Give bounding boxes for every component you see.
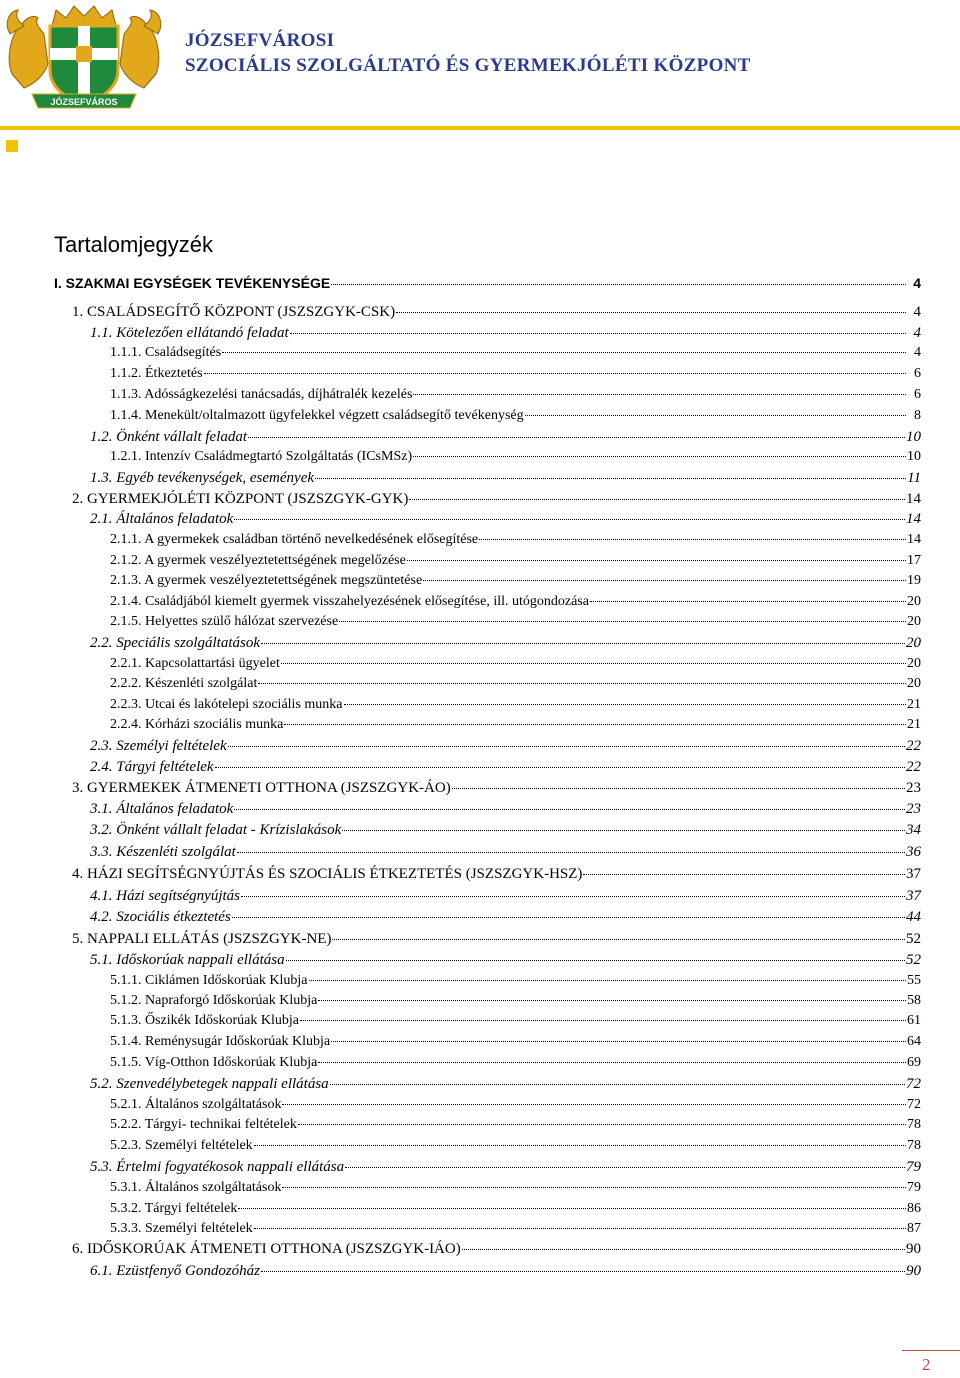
toc-entry-page: 11 — [907, 470, 921, 486]
toc-entry-page: 72 — [906, 1076, 921, 1092]
toc-entry-title: 1.1.1. Családsegítés — [110, 345, 222, 360]
toc-leader-dots — [300, 1020, 906, 1021]
toc-entry[interactable] — [90, 1075, 921, 1093]
toc-entry[interactable] — [90, 428, 921, 446]
toc-entry[interactable] — [72, 303, 921, 321]
toc-entry[interactable] — [90, 469, 921, 487]
toc-entry-page: 36 — [906, 844, 921, 860]
toc-entry-title: 1.1.2. Étkeztetés — [110, 366, 203, 381]
toc-leader-dots — [339, 621, 906, 622]
toc-leader-dots — [396, 312, 906, 313]
toc-entry-page: 6 — [914, 366, 921, 381]
toc-entry-title: 3.2. Önként vállalt feladat - Krízislakások — [90, 822, 342, 838]
toc-leader-dots — [345, 1167, 905, 1168]
toc-entry[interactable] — [110, 386, 921, 404]
toc-entry-page: 87 — [907, 1221, 921, 1236]
toc-entry-page: 20 — [906, 635, 921, 651]
toc-entry-page: 64 — [907, 1034, 921, 1049]
toc-leader-dots — [261, 1271, 905, 1272]
toc-entry[interactable] — [110, 992, 921, 1010]
toc-entry-title: 5.2. Szenvedélybetegek nappali ellátása — [90, 1076, 329, 1092]
toc-leader-dots — [286, 960, 905, 961]
toc-leader-dots — [409, 499, 905, 500]
toc-leader-dots — [222, 352, 906, 353]
toc-entry-page: 8 — [914, 408, 921, 423]
toc-entry-page: 14 — [907, 532, 921, 547]
toc-entry[interactable] — [90, 737, 921, 755]
toc-entry[interactable] — [110, 1116, 921, 1134]
toc-entry[interactable] — [90, 951, 921, 969]
toc-entry[interactable] — [110, 365, 921, 383]
toc-entry[interactable] — [110, 1220, 921, 1238]
toc-entry[interactable] — [110, 344, 921, 362]
toc-leader-dots — [590, 601, 906, 602]
toc-entry-title: 1.1.4. Menekült/oltalmazott ügyfelekkel végzett családsegítő tevékenység — [110, 408, 524, 423]
toc-entry-page: 17 — [907, 553, 921, 568]
toc-entry-page: 20 — [907, 656, 921, 671]
toc-entry[interactable] — [90, 324, 921, 342]
toc-entry-title: 4.1. Házi segítségnyújtás — [90, 888, 240, 904]
toc-leader-dots — [342, 830, 905, 831]
toc-entry[interactable] — [72, 490, 921, 508]
toc-entry-title: 2.2.3. Utcai és lakótelepi szociális munka — [110, 697, 343, 712]
toc-entry-title: 1.1. Kötelezően ellátandó feladat — [90, 325, 289, 341]
toc-entry-page: 79 — [907, 1180, 921, 1195]
toc-entry-title: 2.2. Speciális szolgáltatások — [90, 635, 260, 651]
toc-entry-title: 2.3. Személyi feltételek — [90, 738, 227, 754]
toc-entry[interactable] — [90, 821, 921, 839]
toc-entry-title: 1.1.3. Adósságkezelési tanácsadás, díjhátralék kezelés — [110, 387, 413, 402]
page-number: 2 — [922, 1355, 931, 1374]
toc-leader-dots — [298, 1124, 906, 1125]
footer-rule — [902, 1350, 960, 1351]
organization-title-line2: SZOCIÁLIS SZOLGÁLTATÓ ÉS GYERMEKJÓLÉTI KÖZPONT — [185, 55, 751, 76]
toc-leader-dots — [413, 394, 906, 395]
toc-entry[interactable] — [90, 1262, 921, 1280]
toc-entry[interactable] — [72, 1240, 921, 1258]
toc-leader-dots — [315, 478, 906, 479]
toc-entry-page: 79 — [906, 1159, 921, 1175]
toc-entry-page: 61 — [907, 1013, 921, 1028]
toc-entry-title: 2.1.1. A gyermekek családban történő nevelkedésének elősegítése — [110, 532, 479, 547]
toc-entry-title: 6.1. Ezüstfenyő Gondozóház — [90, 1263, 260, 1279]
toc-entry[interactable] — [90, 510, 921, 528]
toc-leader-dots — [407, 560, 906, 561]
toc-entry[interactable] — [110, 552, 921, 570]
toc-entry-title: 5.2.2. Tárgyi- technikai feltételek — [110, 1117, 297, 1132]
toc-entry-title: 3. GYERMEKEK ÁTMENETI OTTHONA (JSZSZGYK-ÁO) — [72, 780, 451, 796]
toc-leader-dots — [204, 373, 906, 374]
toc-entry-title: 6. IDŐSKORÚAK ÁTMENETI OTTHONA (JSZSZGYK-IÁO) — [72, 1241, 461, 1257]
toc-entry[interactable] — [110, 1096, 921, 1114]
toc-leader-dots — [331, 284, 906, 285]
toc-leader-dots — [282, 1104, 906, 1105]
toc-entry[interactable] — [72, 930, 921, 948]
toc-entry[interactable] — [90, 634, 921, 652]
toc-entry-title: 1. CSALÁDSEGÍTŐ KÖZPONT (JSZSZGYK-CSK) — [72, 304, 396, 320]
toc-entry-title: 4. HÁZI SEGÍTSÉGNYÚJTÁS ÉS SZOCIÁLIS ÉTKEZTETÉS (JSZSZGYK-HSZ) — [72, 866, 583, 882]
toc-leader-dots — [284, 724, 906, 725]
toc-entry-page: 14 — [906, 511, 921, 527]
toc-entry-page: 20 — [907, 614, 921, 629]
toc-entry[interactable] — [90, 800, 921, 818]
toc-entry-title: 2.1. Általános feladatok — [90, 511, 234, 527]
toc-entry-page: 37 — [906, 888, 921, 904]
toc-leader-dots — [290, 333, 906, 334]
toc-entry-page: 4 — [913, 304, 921, 320]
toc-entry-page: 78 — [907, 1138, 921, 1153]
toc-entry-page: 34 — [906, 822, 921, 838]
toc-leader-dots — [330, 1084, 905, 1085]
toc-entry-title: 2.2.4. Kórházi szociális munka — [110, 717, 284, 732]
toc-entry[interactable] — [110, 407, 921, 425]
toc-leader-dots — [525, 415, 906, 416]
toc-entry[interactable] — [110, 1179, 921, 1197]
toc-entry-page: 78 — [907, 1117, 921, 1132]
toc-entry-page: 55 — [907, 973, 921, 988]
toc-entry-title: 5. NAPPALI ELLÁTÁS (JSZSZGYK-NE) — [72, 931, 332, 947]
toc-entry-page: 4 — [913, 275, 921, 291]
toc-entry-title: 2.1.4. Családjából kiemelt gyermek visszahelyezésének elősegítése, ill. utógondozása — [110, 594, 589, 609]
toc-entry-title: 2. GYERMEKJÓLÉTI KÖZPONT (JSZSZGYK-GYK) — [72, 491, 409, 507]
toc-entry-title: 5.1.5. Víg-Otthon Időskorúak Klubja — [110, 1055, 318, 1070]
toc-entry-page: 58 — [907, 993, 921, 1008]
toc-entry-title: 4.2. Szociális étkeztetés — [90, 909, 231, 925]
toc-leader-dots — [254, 1145, 906, 1146]
toc-entry-page: 69 — [907, 1055, 921, 1070]
toc-entry[interactable] — [110, 696, 921, 714]
toc-entry-title: 5.2.3. Személyi feltételek — [110, 1138, 253, 1153]
toc-entry-page: 52 — [906, 952, 921, 968]
toc-heading: Tartalomjegyzék — [54, 232, 213, 257]
toc-entry-title: 5.2.1. Általános szolgáltatások — [110, 1097, 282, 1112]
toc-entry-page: 20 — [907, 594, 921, 609]
toc-entry[interactable] — [90, 887, 921, 905]
toc-leader-dots — [331, 1041, 906, 1042]
toc-entry-page: 22 — [906, 759, 921, 775]
toc-leader-dots — [238, 1208, 906, 1209]
header-marker — [6, 140, 18, 152]
toc-entry[interactable] — [110, 1137, 921, 1155]
toc-entry[interactable] — [90, 908, 921, 926]
toc-entry[interactable] — [110, 655, 921, 673]
toc-entry[interactable] — [90, 758, 921, 776]
document-header — [0, 0, 960, 150]
toc-entry-title: 5.1.3. Őszikék Időskorúak Klubja — [110, 1013, 299, 1028]
toc-entry-title: 1.2. Önként vállalt feladat — [90, 429, 248, 445]
toc-entry[interactable] — [110, 972, 921, 990]
toc-entry-page: 4 — [914, 345, 921, 360]
toc-leader-dots — [423, 580, 906, 581]
toc-entry-title: 2.2.2. Készenléti szolgálat — [110, 676, 258, 691]
toc-leader-dots — [281, 663, 906, 664]
toc-entry-page: 52 — [906, 931, 921, 947]
logo-banner-text: JÓZSEFVÁROS — [50, 97, 118, 107]
toc-entry-page: 6 — [914, 387, 921, 402]
toc-entry-title: 5.3.3. Személyi feltételek — [110, 1221, 253, 1236]
toc-leader-dots — [237, 852, 905, 853]
toc-entry-page: 19 — [907, 573, 921, 588]
toc-entry[interactable] — [110, 1054, 921, 1072]
toc-entry[interactable] — [54, 274, 921, 292]
toc-entry[interactable] — [110, 448, 921, 466]
toc-entry[interactable] — [110, 675, 921, 693]
toc-entry-page: 22 — [906, 738, 921, 754]
toc-entry[interactable] — [72, 779, 921, 797]
toc-leader-dots — [479, 539, 906, 540]
toc-entry-page: 90 — [906, 1241, 921, 1257]
toc-entry-page: 23 — [906, 780, 921, 796]
toc-entry-page: 20 — [907, 676, 921, 691]
toc-entry-title: 2.1.5. Helyettes szülő hálózat szervezése — [110, 614, 339, 629]
organization-title — [185, 28, 751, 78]
organization-title-line1: JÓZSEFVÁROSI — [185, 30, 335, 51]
toc-entry-page: 21 — [907, 697, 921, 712]
toc-entry-page: 86 — [907, 1201, 921, 1216]
toc-entry[interactable] — [110, 613, 921, 631]
toc-entry[interactable] — [90, 1158, 921, 1176]
toc-entry[interactable] — [110, 1033, 921, 1051]
toc-entry[interactable] — [110, 1200, 921, 1218]
toc-entry-title: 5.3. Értelmi fogyatékosok nappali ellátása — [90, 1159, 345, 1175]
toc-leader-dots — [583, 874, 905, 875]
toc-entry-page: 10 — [906, 429, 921, 445]
toc-entry-title: 5.1.2. Napraforgó Időskorúak Klubja — [110, 993, 318, 1008]
toc-entry-page: 21 — [907, 717, 921, 732]
toc-leader-dots — [241, 896, 905, 897]
toc-entry-page: 23 — [906, 801, 921, 817]
toc-leader-dots — [228, 746, 905, 747]
toc-entry-title: 1.3. Egyéb tevékenységek, események — [90, 470, 315, 486]
toc-leader-dots — [318, 1000, 906, 1001]
toc-leader-dots — [254, 1228, 906, 1229]
toc-entry-title: 2.4. Tárgyi feltételek — [90, 759, 214, 775]
toc-leader-dots — [332, 939, 905, 940]
toc-entry-page: 72 — [907, 1097, 921, 1112]
toc-entry-title: I. SZAKMAI EGYSÉGEK TEVÉKENYSÉGE — [54, 275, 331, 291]
toc-leader-dots — [318, 1062, 906, 1063]
toc-leader-dots — [248, 437, 905, 438]
toc-entry-title: 1.2.1. Intenzív Családmegtartó Szolgáltatás (ICsMSz) — [110, 449, 413, 464]
toc-leader-dots — [234, 519, 905, 520]
toc-entry-title: 5.3.1. Általános szolgáltatások — [110, 1180, 282, 1195]
toc-entry-title: 2.1.2. A gyermek veszélyeztetettségének megelőzése — [110, 553, 406, 568]
coat-of-arms-logo — [4, 4, 164, 110]
toc-entry-title: 2.1.3. A gyermek veszélyeztetettségének megszüntetése — [110, 573, 423, 588]
toc-leader-dots — [413, 456, 906, 457]
toc-entry-page: 4 — [913, 325, 921, 341]
header-rule — [0, 126, 960, 130]
toc-entry[interactable] — [110, 1012, 921, 1030]
toc-entry-title: 3.3. Készenléti szolgálat — [90, 844, 236, 860]
toc-entry-page: 44 — [906, 909, 921, 925]
toc-entry-page: 90 — [906, 1263, 921, 1279]
toc-entry-title: 3.1. Általános feladatok — [90, 801, 234, 817]
toc-leader-dots — [344, 704, 907, 705]
toc-entry[interactable] — [110, 531, 921, 549]
toc-entry[interactable] — [90, 843, 921, 861]
toc-entry-title: 5.1.1. Ciklámen Időskorúak Klubja — [110, 973, 308, 988]
toc-entry[interactable] — [110, 716, 921, 734]
toc-leader-dots — [215, 767, 905, 768]
toc-entry-title: 5.3.2. Tárgyi feltételek — [110, 1201, 238, 1216]
toc-entry-page: 10 — [907, 449, 921, 464]
toc-leader-dots — [309, 980, 906, 981]
toc-entry-title: 5.1.4. Reménysugár Időskorúak Klubja — [110, 1034, 331, 1049]
toc-leader-dots — [232, 917, 905, 918]
toc-leader-dots — [462, 1249, 905, 1250]
toc-entry[interactable] — [110, 593, 921, 611]
toc-leader-dots — [282, 1187, 906, 1188]
toc-leader-dots — [258, 683, 906, 684]
toc-entry-title: 2.2.1. Kapcsolattartási ügyelet — [110, 656, 280, 671]
toc-entry-page: 14 — [906, 491, 921, 507]
toc-leader-dots — [452, 788, 905, 789]
toc-entry-title: 5.1. Időskorúak nappali ellátása — [90, 952, 285, 968]
toc-entry[interactable] — [110, 572, 921, 590]
toc-entry[interactable] — [72, 865, 921, 883]
toc-leader-dots — [234, 809, 905, 810]
toc-entry-page: 37 — [906, 866, 921, 882]
toc-leader-dots — [261, 643, 905, 644]
